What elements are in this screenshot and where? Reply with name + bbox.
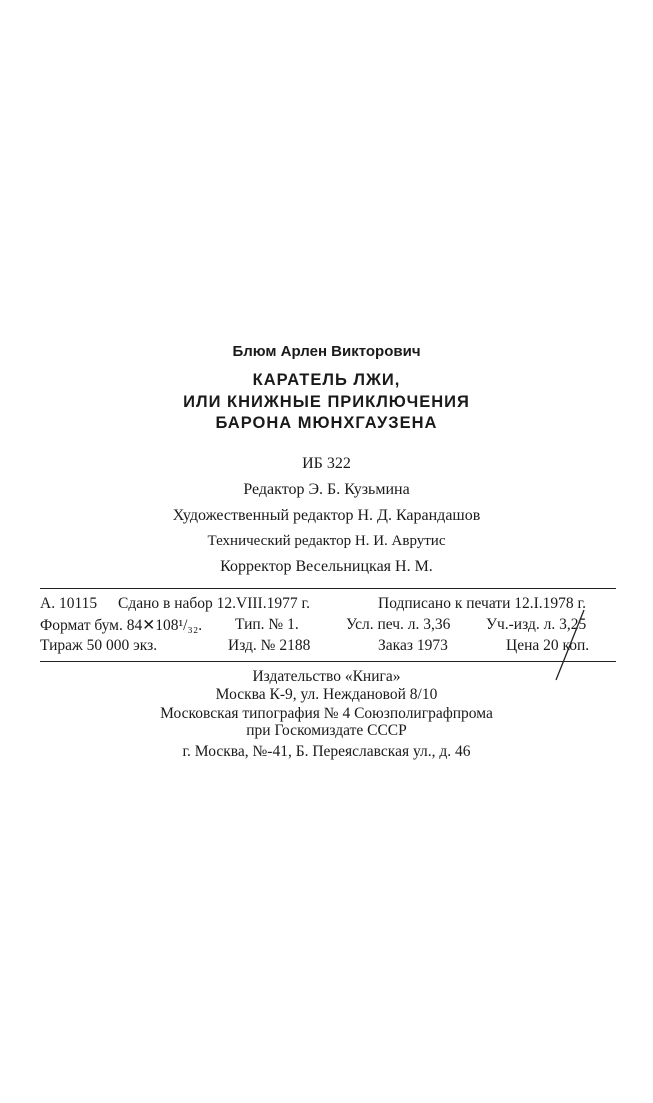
art-editor-credit: Художественный редактор Н. Д. Карандашов — [172, 507, 481, 524]
author-name: Блюм Арлен Викторович — [232, 343, 421, 360]
order-number: Заказ 1973 — [378, 637, 448, 654]
proofreader-credit: Корректор Весельницкая Н. М. — [220, 558, 433, 575]
top-divider — [40, 588, 616, 589]
publisher-sheets: Уч.-изд. л. 3,25 — [486, 616, 587, 633]
paper-format: Формат бум. 84✕108¹/₃₂. — [40, 617, 203, 634]
book-title-line-1: КАРАТЕЛЬ ЛЖИ, — [252, 371, 401, 389]
print-type: Тип. № 1. — [235, 616, 299, 633]
conventional-print-sheets: Усл. печ. л. 3,36 — [346, 616, 451, 633]
printing-house: Московская типография № 4 Союзполиграфпрома — [160, 705, 493, 722]
editor-credit: Редактор Э. Б. Кузьмина — [243, 481, 410, 498]
publisher-address: Москва К-9, ул. Неждановой 8/10 — [215, 686, 438, 703]
sent-to-typeset: Сдано в набор 12.VIII.1977 г. — [118, 595, 310, 612]
book-title-line-2: ИЛИ КНИЖНЫЕ ПРИКЛЮЧЕНИЯ — [183, 393, 470, 411]
price: Цена 20 коп. — [506, 637, 590, 654]
ib-number: ИБ 322 — [302, 455, 351, 472]
printing-house-address: г. Москва, №-41, Б. Переяславская ул., д. 46 — [182, 743, 471, 760]
a-number: А. 10115 — [40, 595, 98, 612]
bottom-divider — [40, 661, 616, 662]
book-title-line-3: БАРОНА МЮНХГАУЗЕНА — [215, 414, 438, 432]
printing-house-affiliation: при Госкомиздате СССР — [246, 722, 407, 739]
tech-editor-credit: Технический редактор Н. И. Аврутис — [207, 533, 446, 549]
publisher-name: Издательство «Книга» — [252, 668, 401, 685]
publication-number: Изд. № 2188 — [228, 637, 311, 654]
signed-to-print: Подписано к печати 12.I.1978 г. — [378, 595, 587, 612]
circulation: Тираж 50 000 экз. — [40, 637, 158, 654]
